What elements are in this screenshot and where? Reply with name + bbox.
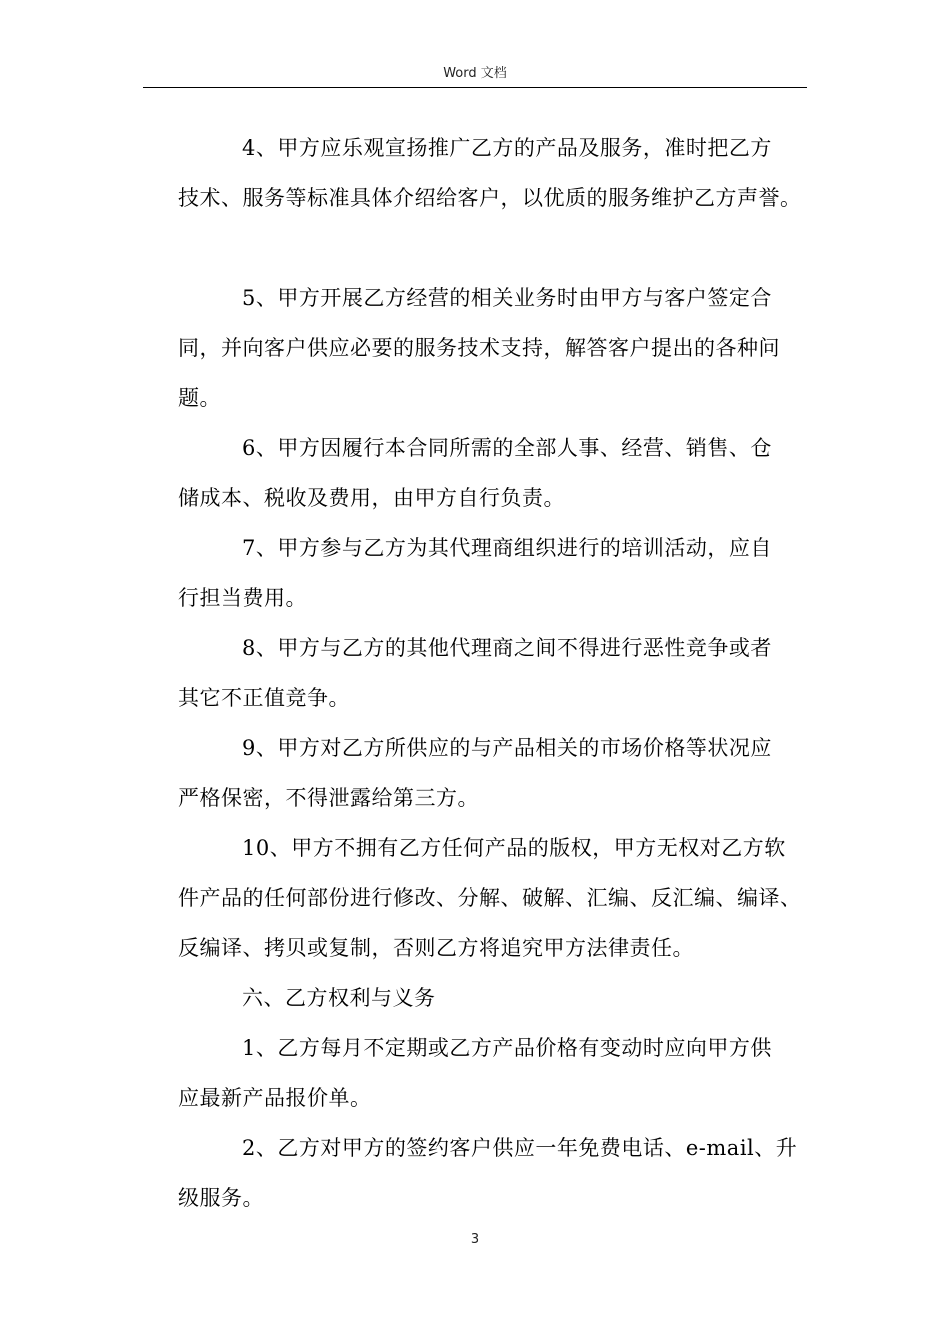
paragraph-line: 8、甲方与乙方的其他代理商之间不得进行恶性竞争或者 bbox=[242, 636, 772, 660]
paragraph-line: 10、甲方不拥有乙方任何产品的版权，甲方无权对乙方软 bbox=[242, 836, 786, 860]
section-heading-text: 六、乙方权利与义务 bbox=[242, 986, 436, 1010]
paragraph-line: 6、甲方因履行本合同所需的全部人事、经营、销售、仓 bbox=[242, 436, 772, 460]
paragraph-item-1 bbox=[178, 1023, 818, 1123]
paragraph-line: 同，并向客户供应必要的服务技术支持，解答客户提出的各种问 bbox=[178, 336, 780, 360]
paragraph-line: 行担当费用。 bbox=[178, 586, 307, 610]
paragraph-item-2 bbox=[178, 1123, 818, 1223]
paragraph-line: 级服务。 bbox=[178, 1186, 264, 1210]
header-divider bbox=[143, 87, 807, 88]
paragraph-item-10 bbox=[178, 823, 818, 973]
paragraph-line: 9、甲方对乙方所供应的与产品相关的市场价格等状况应 bbox=[242, 736, 772, 760]
paragraph-item-8 bbox=[178, 623, 818, 723]
paragraph-line: 题。 bbox=[178, 386, 221, 410]
page-header: Word 文档 bbox=[443, 66, 507, 81]
paragraph-line: 其它不正值竞争。 bbox=[178, 686, 350, 710]
paragraph-line: 应最新产品报价单。 bbox=[178, 1086, 372, 1110]
paragraph-item-5 bbox=[178, 273, 818, 423]
paragraph-line: 2、乙方对甲方的签约客户供应一年免费电话、e-mail、升 bbox=[242, 1136, 798, 1160]
paragraph-line: 5、甲方开展乙方经营的相关业务时由甲方与客户签定合 bbox=[242, 286, 772, 310]
paragraph-item-6 bbox=[178, 423, 818, 523]
paragraph-item-7 bbox=[178, 523, 818, 623]
paragraph-line: 严格保密，不得泄露给第三方。 bbox=[178, 786, 479, 810]
paragraph-spacer bbox=[178, 223, 818, 273]
paragraph-line: 1、乙方每月不定期或乙方产品价格有变动时应向甲方供 bbox=[242, 1036, 772, 1060]
document-body bbox=[178, 123, 818, 1223]
paragraph-line: 7、甲方参与乙方为其代理商组织进行的培训活动，应自 bbox=[242, 536, 772, 560]
paragraph-line: 技术、服务等标准具体介绍给客户，以优质的服务维护乙方声誉。 bbox=[178, 186, 802, 210]
paragraph-line: 储成本、税收及费用，由甲方自行负责。 bbox=[178, 486, 565, 510]
paragraph-line: 反编译、拷贝或复制，否则乙方将追究甲方法律责任。 bbox=[178, 936, 694, 960]
page-number: 3 bbox=[470, 1232, 480, 1247]
paragraph-line: 4、甲方应乐观宣扬推广乙方的产品及服务，准时把乙方 bbox=[242, 136, 772, 160]
section-heading bbox=[178, 973, 818, 1023]
paragraph-line: 件产品的任何部份进行修改、分解、破解、汇编、反汇编、编译、 bbox=[178, 886, 802, 910]
paragraph-item-9 bbox=[178, 723, 818, 823]
paragraph-item-4 bbox=[178, 123, 818, 223]
